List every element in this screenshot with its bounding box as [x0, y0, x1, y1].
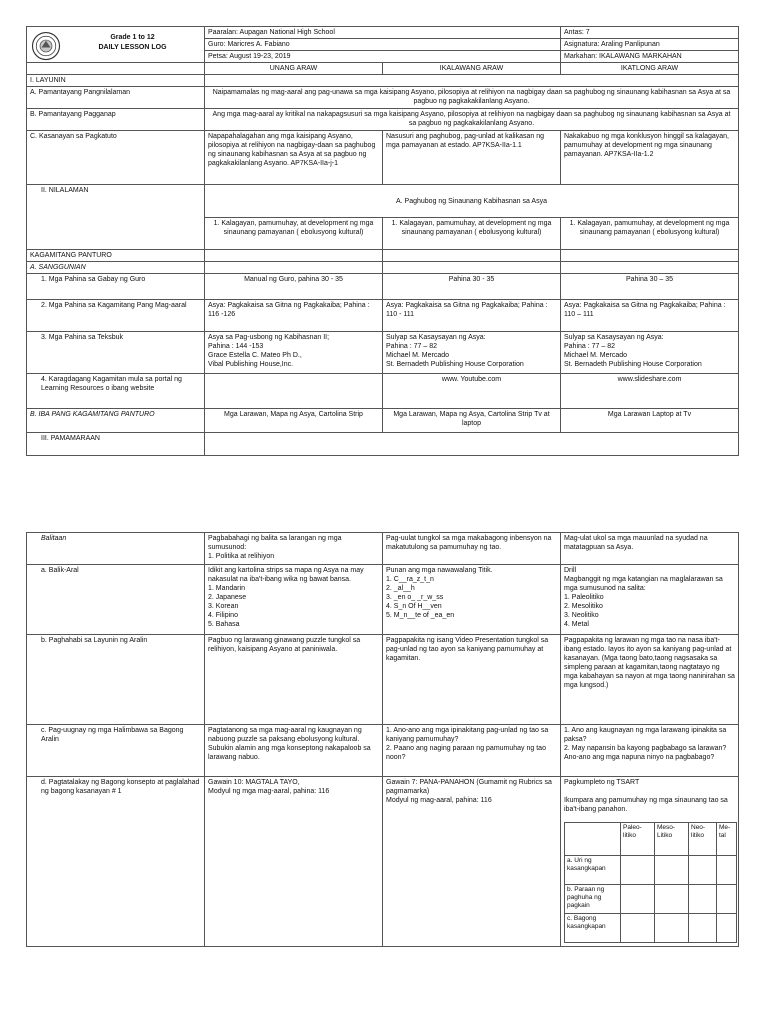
teksbuk-label: 3. Mga Pahina sa Teksbuk: [27, 332, 205, 374]
pag-uugnay-label: c. Pag-uugnay ng mga Halimbawa sa Bagong Aralin: [27, 725, 205, 777]
balik-aral-day-1: Idikit ang kartolina strips sa mapa ng Asya na may nakasulat na iba't-ibang wika ng bawat bansa. 1. Mandarin 2. Japanese 3. Korean 4. Filipino 5. Bahasa: [205, 565, 383, 635]
kagamitang-mag-aaral-day-3: Asya: Pagkakaisa sa Gitna ng Pagkakaiba; Pahina : 110 – 111: [561, 300, 739, 332]
pamantayang-pangnilalaman-text: Naipamamalas ng mag-aaral ang pag-unawa sa mga kaisipang Asyano, pilosopiya at relihiyon na nagbigay daan sa paghubog ng sinaunang kabihasnan sa Asya at sa pagbuo ng pagkakakilanlang Asyano.: [205, 87, 739, 109]
nilalaman-day-3: 1. Kalagayan, pamumuhay, at development ng mga sinaunang pamayanan ( ebolusyong kultural): [561, 218, 739, 250]
tsart-cell[interactable]: [655, 885, 689, 914]
iba-pang-day-1: Mga Larawan, Mapa ng Asya, Cartolina Strip: [205, 409, 383, 433]
tsart-col-metal: Me-tal: [717, 823, 737, 856]
petsa-field: Petsa: August 19-23, 2019: [205, 51, 561, 63]
sanggunian-heading: A. SANGGUNIAN: [27, 262, 205, 274]
day-2-header: IKALAWANG ARAW: [383, 63, 561, 75]
blank-day-header: [27, 63, 205, 75]
antas-field: Antas: 7: [561, 27, 739, 39]
pamantayan-pagganap-text: Ang mga mag-aaral ay kritikal na nakapagsusuri sa mga kaisipang Asyano, pilosopiya at relihiyon na nagbigay daan sa paghubog ng sinaunang kabihasnan sa Asya at sa pagbuo ng pagkakakilanlang Asyano.: [205, 109, 739, 131]
dll-label: DAILY LESSON LOG: [98, 44, 167, 51]
tsart-cell[interactable]: [621, 856, 655, 885]
paghahabi-day-1: Pagbuo ng larawang ginawang puzzle tungkol sa relihiyon, kaisipang Asyano at paniniwala.: [205, 635, 383, 725]
pagtatalakay-day-1: Gawain 10: MAGTALA TAYO, Modyul ng mga mag-aaral, pahina: 116: [205, 777, 383, 947]
tsart-row-label: b. Paraan ng paghuha ng pagkain: [565, 885, 621, 914]
paghahabi-day-2: Pagpapakita ng isang Video Presentation tungkol sa pag-unlad ng tao ayon sa kaniyang pamumuhay at kagamitan.: [383, 635, 561, 725]
iba-pang-day-3: Mga Larawan Laptop at Tv: [561, 409, 739, 433]
lesson-log-table: [26, 26, 739, 456]
kagamitang-mag-aaral-day-1: Asya: Pagkakaisa sa Gitna ng Pagkakaiba; Pahina : 116 -126: [205, 300, 383, 332]
iba-pang-label: B. IBA PANG KAGAMITANG PANTURO: [27, 409, 205, 433]
deped-seal-icon: [31, 31, 61, 61]
tsart-cell[interactable]: [717, 856, 737, 885]
tsart-col-neolitiko: Neo-litiko: [689, 823, 717, 856]
pagtatalakay-day-2: Gawain 7: PANA-PANAHON (Gumamit ng Rubrics sa pagmamarka) Modyul ng mag-aaral, pahina: 116: [383, 777, 561, 947]
gabay-guro-day-2: Pahina 30 - 35: [383, 274, 561, 300]
paghahabi-label: b. Paghahabi sa Layunin ng Aralin: [27, 635, 205, 725]
kagamitang-panturo-heading: KAGAMITANG PANTURO: [27, 250, 205, 262]
tsart-cell[interactable]: [655, 856, 689, 885]
tsart-cell[interactable]: [717, 914, 737, 943]
layunin-heading: I. LAYUNIN: [27, 75, 205, 87]
markahan-field: Markahan: IKALAWANG MARKAHAN: [561, 51, 739, 63]
pagtatalakay-day-3: Pagkumpleto ng TSART Ikumpara ang pamumuhay ng mga sinaunang tao sa iba't-ibang panahon. Paleo-litiko Meso-Litiko Neo-litiko Me-tal a. Uri ng kasangkapan b. Paraan ng paghuha ng pagkain c. Bagong kasangkapan: [561, 777, 739, 947]
nilalaman-day-1: 1. Kalagayan, pamumuhay, at development ng mga sinaunang pamayanan ( ebolusyong kultural): [205, 218, 383, 250]
nilalaman-title: A. Paghubog ng Sinaunang Kabihasnan sa Asya: [205, 185, 739, 218]
nilalaman-day-2: 1. Kalagayan, pamumuhay, at development ng mga sinaunang pamayanan ( ebolusyong kultural): [383, 218, 561, 250]
pag-uugnay-day-2: 1. Ano-ano ang mga ipinakitang pag-unlad ng tao sa kaniyang pamumuhay? 2. Paano ang naging paraan ng pamumuhay ng tao noon?: [383, 725, 561, 777]
kasanayan-day-2: Nasusuri ang paghubog, pag-unlad at kalikasan ng mga pamayanan at estado. AP7KSA-IIa-1.1: [383, 131, 561, 185]
kasanayan-day-1: Napapahalagahan ang mga kaisipang Asyano, pilosopiya at relihiyon na nagbigay-daan sa paghubog ng sinaunang kabihasnan sa Asya at sa pagbuo ng pagkakakilanlang Asyano. AP7KSA-IIa-j-1: [205, 131, 383, 185]
gabay-guro-label: 1. Mga Pahina sa Gabay ng Guro: [27, 274, 205, 300]
teksbuk-day-3: Sulyap sa Kasaysayan ng Asya: Pahina : 77 – 82 Michael M. Mercado St. Bernadeth Publishing House Corporation: [561, 332, 739, 374]
karagdagang-day-1: [205, 374, 383, 409]
balik-aral-label: a. Balik-Aral: [27, 565, 205, 635]
tsart-corner: [565, 823, 621, 856]
tsart-cell[interactable]: [655, 914, 689, 943]
teksbuk-day-1: Asya sa Pag-usbong ng Kabihasnan II; Pahina : 144 -153 Grace Estella C. Mateo Ph D., Vibal Publishing House,Inc.: [205, 332, 383, 374]
balitaan-day-1: Pagbabahagi ng balita sa larangan ng mga sumusunod: 1. Politika at relihiyon: [205, 533, 383, 565]
pagtatalakay-label: d. Pagtatalakay ng Bagong konsepto at paglalahad ng bagong kasanayan # 1: [27, 777, 205, 947]
kasanayan-label: C. Kasanayan sa Pagkatuto: [27, 131, 205, 185]
balitaan-day-3: Mag-ulat ukol sa mga mauunlad na syudad na matatagpuan sa Asya.: [561, 533, 739, 565]
iba-pang-day-2: Mga Larawan, Mapa ng Asya, Cartolina Strip Tv at laptop: [383, 409, 561, 433]
balitaan-day-2: Pag-uulat tungkol sa mga makabagong inbensyon na makatutulong sa pamumuhay ng tao.: [383, 533, 561, 565]
tsart-row-label: a. Uri ng kasangkapan: [565, 856, 621, 885]
karagdagang-day-3: www.slideshare.com: [561, 374, 739, 409]
tsart-cell[interactable]: [689, 885, 717, 914]
day-1-header: UNANG ARAW: [205, 63, 383, 75]
nilalaman-heading: II. NILALAMAN: [27, 185, 205, 250]
kagamitang-mag-aaral-label: 2. Mga Pahina sa Kagamitang Pang Mag-aaral: [27, 300, 205, 332]
karagdagang-label: 4. Karagdagang Kagamitan mula sa portal ng Learning Resources o ibang website: [27, 374, 205, 409]
tsart-cell[interactable]: [621, 914, 655, 943]
day-3-header: IKATLONG ARAW: [561, 63, 739, 75]
paaralan-field: Paaralan: Aupagan National High School: [205, 27, 561, 39]
balitaan-label: Balitaan: [27, 533, 205, 565]
tsart-col-paleolitiko: Paleo-litiko: [621, 823, 655, 856]
pag-uugnay-day-3: 1. Ano ang kaugnayan ng mga larawang ipinakita sa paksa? 2. May napansin ba kayong pagbabago sa larawan? Ano-ano ang mga napuna ninyo na pagbabago?: [561, 725, 739, 777]
pag-uugnay-day-1: Pagtatanong sa mga mag-aaral ng kaugnayan ng nabuong puzzle sa paksang ebolusyong kultural. Subukin alamin ang mga konseptong nakapaloob sa larawang nabuo.: [205, 725, 383, 777]
karagdagang-day-2: www. Youtube.com: [383, 374, 561, 409]
pamamaraan-heading: III. PAMAMARAAN: [27, 433, 205, 456]
tsart-cell[interactable]: [689, 856, 717, 885]
lesson-log-page-1: [26, 26, 738, 456]
kasanayan-day-3: Nakakabuo ng mga konklusyon hinggil sa kalagayan, pamumuhay at development ng mga sinaunang pamayanan. AP7KSA-IIa-1.2: [561, 131, 739, 185]
pamantayang-pangnilalaman-label: A. Pamantayang Pangnilalaman: [27, 87, 205, 109]
tsart-col-mesolitiko: Meso-Litiko: [655, 823, 689, 856]
balik-aral-day-3: Drill Magbanggit ng mga katangian na maglalarawan sa mga sumusunod na salita: 1. Paleolitiko 2. Mesolitiko 3. Neolitiko 4. Metal: [561, 565, 739, 635]
lesson-log-page-2: [26, 532, 738, 947]
pamantayan-pagganap-label: B. Pamantayang Pagganap: [27, 109, 205, 131]
tsart-cell[interactable]: [689, 914, 717, 943]
grade-label: Grade 1 to 12: [110, 34, 155, 41]
pamamaraan-table: [26, 532, 739, 947]
gabay-guro-day-1: Manual ng Guro, pahina 30 - 35: [205, 274, 383, 300]
asignatura-field: Asignatura: Araling Panlipunan: [561, 39, 739, 51]
tsart-cell[interactable]: [621, 885, 655, 914]
paghahabi-day-3: Pagpapakita ng larawan ng mga tao na nasa iba't-ibang estado. Iayos ito ayon sa kaniyang pag-unlad at kasanayan. (Mga taong bato,taong nagsasaka sa simpleng paraan at kagamitan,taong nagtatayo ng mga kabahayan sa nayon at mga taong naninirahan sa mga lungsod.): [561, 635, 739, 725]
guro-field: Guro: Maricres A. Fabiano: [205, 39, 561, 51]
header-logo-cell: [27, 27, 205, 63]
balik-aral-day-2: Punan ang mga nawawalang Titik. 1. C__ra_z_t_n 2. _al__h 3. _en o_ _r_w_ss 4. S_n Of H__ven 5. M_n__te of _ea_en: [383, 565, 561, 635]
tsart-table: [564, 822, 737, 943]
tsart-row-label: c. Bagong kasangkapan: [565, 914, 621, 943]
gabay-guro-day-3: Pahina 30 – 35: [561, 274, 739, 300]
kagamitang-mag-aaral-day-2: Asya: Pagkakaisa sa Gitna ng Pagkakaiba; Pahina : 110 - 111: [383, 300, 561, 332]
teksbuk-day-2: Sulyap sa Kasaysayan ng Asya: Pahina : 77 – 82 Michael M. Mercado St. Bernadeth Publishing House Corporation: [383, 332, 561, 374]
tsart-cell[interactable]: [717, 885, 737, 914]
